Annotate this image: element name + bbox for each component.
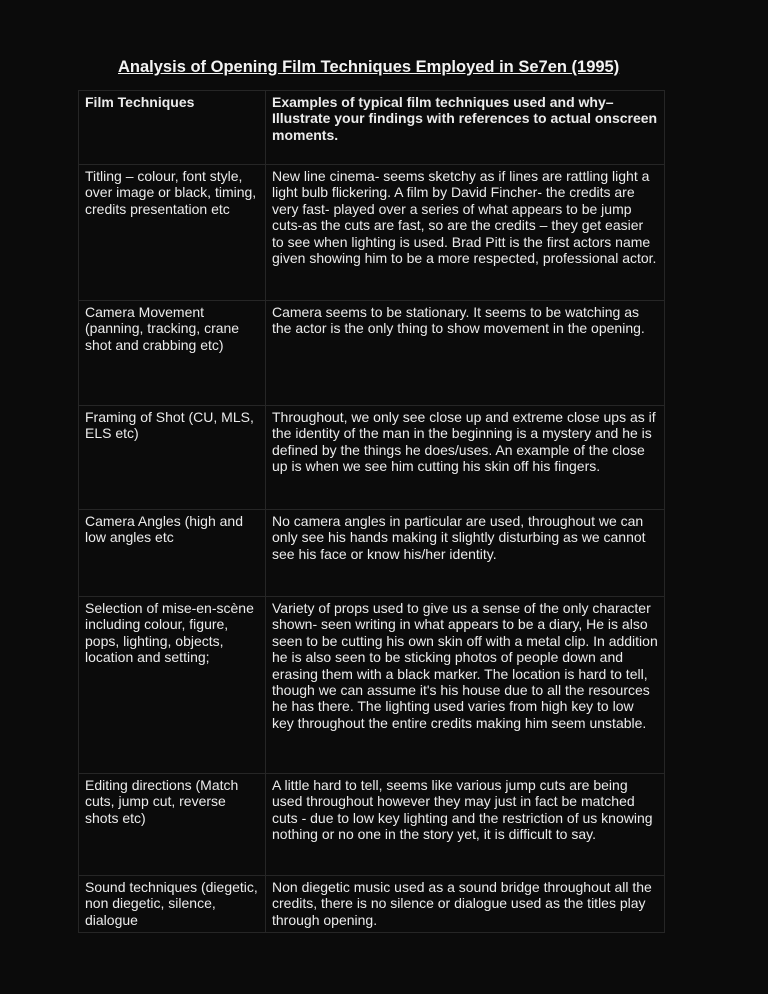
example-cell: New line cinema- seems sketchy as if lines are rattling light a light bulb flickering. A film by David Fincher- the credits are very fast- played over a series of what appears to be jump cuts-as the cuts are fast, so are the credits – they get easier to see when lighting is used. Brad Pitt is the first actors name given showing him to be a more respected, professional actor.: [266, 165, 665, 301]
technique-cell: Editing directions (Match cuts, jump cut, reverse shots etc): [79, 774, 266, 876]
example-cell: Throughout, we only see close up and extreme close ups as if the identity of the man in the beginning is a mystery and he is defined by the things he does/uses. An example of the close up is when we see him cutting his skin off his fingers.: [266, 406, 665, 510]
table-row: [79, 510, 665, 597]
table-row: [79, 774, 665, 876]
table-row: [79, 406, 665, 510]
table-row: [79, 876, 665, 933]
example-cell: Camera seems to be stationary. It seems to be watching as the actor is the only thing to show movement in the opening.: [266, 301, 665, 406]
techniques-table: [78, 90, 665, 933]
example-cell: Non diegetic music used as a sound bridge throughout all the credits, there is no silence or dialogue used as the titles play through opening.: [266, 876, 665, 933]
technique-cell: Framing of Shot (CU, MLS, ELS etc): [79, 406, 266, 510]
technique-cell: Camera Angles (high and low angles etc: [79, 510, 266, 597]
table-row: [79, 165, 665, 301]
table-row: [79, 597, 665, 774]
technique-cell: Sound techniques (diegetic, non diegetic, silence, dialogue: [79, 876, 266, 933]
example-cell: A little hard to tell, seems like various jump cuts are being used throughout however they may just in fact be matched cuts - due to low key lighting and the restriction of us knowing nothing or no one in the story yet, it is difficult to say.: [266, 774, 665, 876]
table-row: [79, 301, 665, 406]
technique-cell: Titling – colour, font style, over image or black, timing, credits presentation etc: [79, 165, 266, 301]
technique-cell: Selection of mise-en-scène including colour, figure, pops, lighting, objects, location and setting;: [79, 597, 266, 774]
document-title: Analysis of Opening Film Techniques Employed in Se7en (1995): [118, 58, 620, 76]
technique-cell: Camera Movement (panning, tracking, crane shot and crabbing etc): [79, 301, 266, 406]
table-header-row: [79, 91, 665, 165]
example-cell: Variety of props used to give us a sense of the only character shown- seen writing in what appears to be a diary, He is also seen to be cutting his own skin off with a metal clip. In addition he is also seen to be sticking photos of people down and erasing them with a black marker. The location is hard to tell, though we can assume it's his house due to all the resources he has there. The lighting used varies from high key to low key throughout the entire credits making him seem unstable.: [266, 597, 665, 774]
example-cell: No camera angles in particular are used, throughout we can only see his hands making it slightly disturbing as we cannot see his face or know his/her identity.: [266, 510, 665, 597]
header-film-techniques: Film Techniques: [79, 91, 266, 165]
header-examples: Examples of typical film techniques used and why– Illustrate your findings with references to actual onscreen moments.: [266, 91, 665, 165]
